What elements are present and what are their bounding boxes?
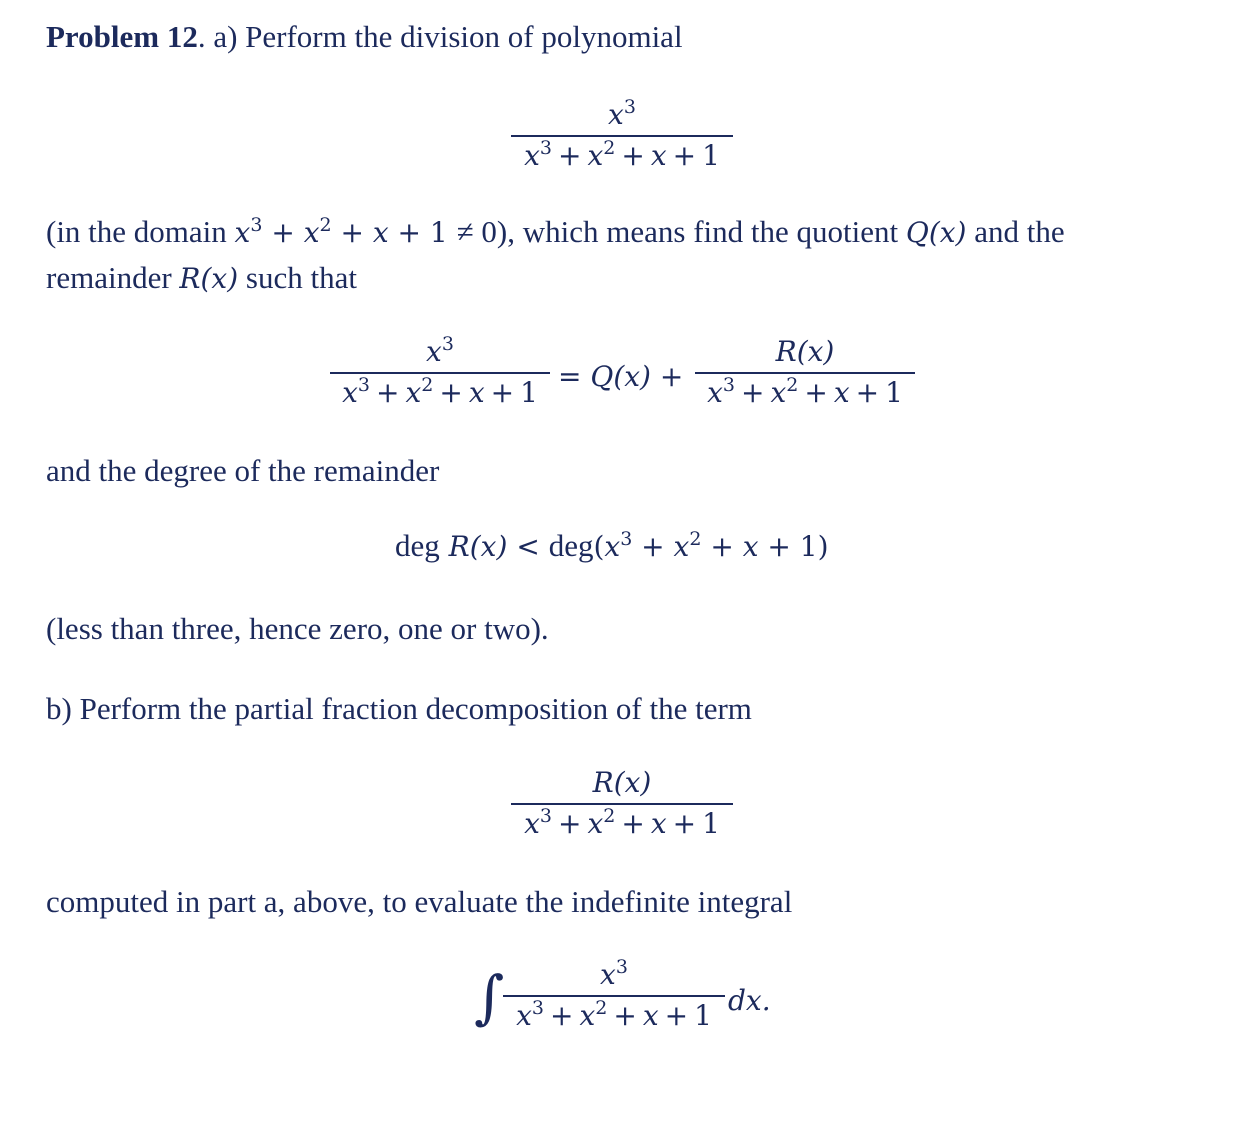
remainder-line: remainder R(x) such that [46, 260, 357, 295]
fraction-2-denominator: $x^3 + x^2 + x + 1$ [342, 374, 538, 409]
fraction-4-denominator: $x^3 + x^2 + x + 1$ [516, 997, 712, 1032]
fraction-4 [503, 958, 725, 1033]
fraction-3-denominator: $x^3 + x^2 + x + 1$ [524, 805, 720, 840]
less-than-three-line: (less than three, hence zero, one or two). [46, 611, 549, 646]
remainder-symbol: R(x) [179, 262, 239, 295]
fraction-2-right-numerator: R(x) [775, 335, 835, 368]
problem-heading [46, 14, 683, 60]
computed-line: computed in part a, above, to evaluate the indefinite integral [46, 884, 793, 919]
fraction-2-left [330, 335, 550, 410]
fraction-2-right [695, 335, 915, 410]
integral-sign-icon: ∫ [474, 963, 505, 1031]
fraction-2-numerator: $x^3$ [426, 333, 454, 368]
fraction-3-numerator: R(x) [592, 766, 652, 799]
problem-label: Problem 12 [46, 19, 198, 54]
quotient-symbol: Q(x) [905, 216, 967, 249]
part-b-line: b) Perform the partial fraction decomposition of the term [46, 691, 752, 726]
problem-intro: . a) Perform the division of polynomial [197, 19, 683, 54]
fraction-1-numerator: $x^3$ [608, 96, 636, 131]
fraction-3 [511, 766, 733, 841]
fraction-4-numerator: $x^3$ [600, 956, 628, 991]
degree-line: and the degree of the remainder [46, 453, 440, 488]
equals-quotient: = Q(x) + [558, 360, 684, 393]
fraction-1-denominator: $x^3 + x^2 + x + 1$ [524, 137, 720, 172]
fraction-1 [511, 98, 733, 173]
degree-inequality: deg $R(x) < deg(x^3 + x^2 + x + 1)$ [395, 528, 829, 563]
fraction-2-right-denominator: $x^3 + x^2 + x + 1$ [707, 374, 903, 409]
dx-differential: dx. [728, 984, 771, 1017]
domain-line: (in the domain $x^3 + x^2 + x + 1 \ne 0$), which means find the quotient Q(x) and the [46, 214, 1065, 249]
